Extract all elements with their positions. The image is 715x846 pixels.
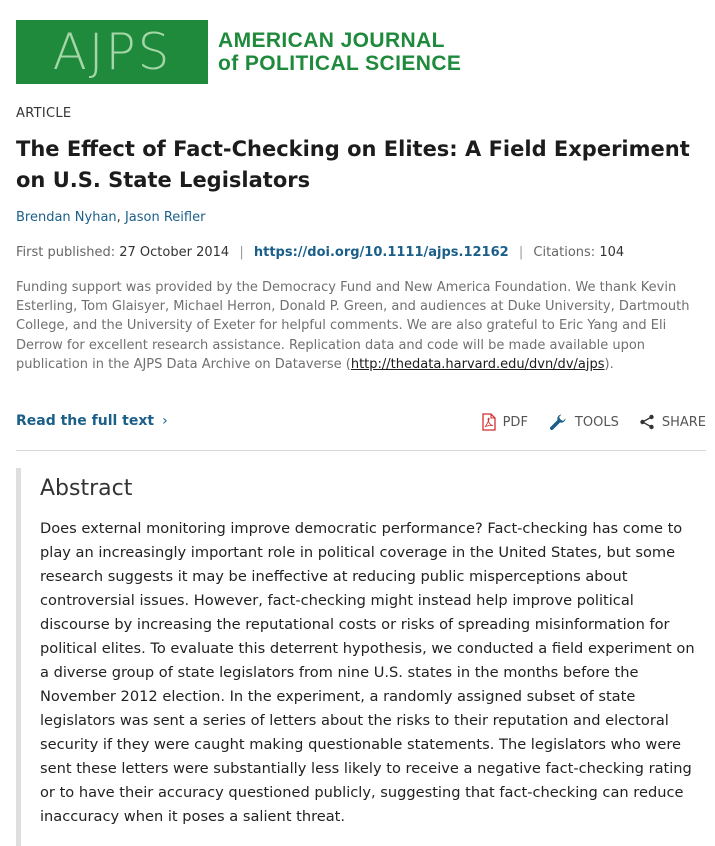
- journal-header: [16, 20, 461, 84]
- pdf-button[interactable]: [482, 413, 528, 431]
- read-full-text-label: Read the full text: [16, 413, 155, 429]
- funding-text: Funding support was provided by the Democracy Fund and New America Foundation. We thank Kevin Esterling, Tom Glaisyer, Michael Herron, Donald P. Green, and audiences at Duke University, Dartmouth College, and the University of Exeter for helpful comments. We are also grateful to Eric Yang and Eli Derrow for excellent research assistance. Replication data and code will be made available upon publication in the AJPS Data Archive on Dataverse (: [16, 280, 690, 372]
- logo-text: AJPS: [52, 23, 172, 81]
- share-button[interactable]: [639, 414, 706, 430]
- share-label: SHARE: [661, 414, 706, 430]
- journal-name[interactable]: [218, 29, 461, 75]
- funding-note: [16, 278, 706, 374]
- funding-text-end: ).: [604, 356, 614, 372]
- chevron-right-icon: ›: [162, 413, 168, 429]
- abstract-text: Does external monitoring improve democratic performance? Fact-checking has come to play an increasingly important role in political coverage in the United States, but some research suggests it may be ineffective at reducing public misperceptions about controversial issues. However, fact-checking might instead help improve political discourse by increasing the reputational costs or risks of spreading misinformation for political elites. To evaluate this deterrent hypothesis, we conducted a field experiment on a diverse group of state legislators from nine U.S. states in the months before the November 2012 election. In the experiment, a randomly assigned subset of state legislators was sent a series of letters about the risks to their reputation and electoral security if they were caught making questionable statements. The legislators who were sent these letters were substantially less likely to receive a negative fact-checking rating or to have their accuracy questioned publicly, suggesting that fact-checking can reduce inaccuracy when it poses a salient threat.: [40, 520, 695, 825]
- publication-meta: [16, 245, 624, 260]
- journal-name-line1: AMERICAN JOURNAL: [218, 29, 445, 52]
- meta-divider: |: [518, 245, 524, 260]
- wrench-icon: [548, 412, 568, 432]
- ajps-logo[interactable]: [16, 20, 208, 84]
- journal-name-line2: of POLITICAL SCIENCE: [218, 52, 462, 75]
- tools-button[interactable]: [548, 412, 619, 432]
- author-link[interactable]: Brendan Nyhan: [16, 210, 117, 225]
- dataverse-link[interactable]: http://thedata.harvard.edu/dvn/dv/ajps: [350, 356, 605, 372]
- published-label: First published:: [16, 245, 116, 260]
- author-link[interactable]: Jason Reifler: [124, 210, 206, 225]
- abstract-heading: Abstract: [40, 476, 133, 501]
- section-divider: [16, 450, 706, 451]
- citations-count[interactable]: 104: [599, 245, 625, 260]
- pdf-label: PDF: [502, 414, 528, 430]
- author-list: [16, 210, 205, 225]
- read-full-text-link[interactable]: [16, 413, 168, 429]
- published-date: 27 October 2014: [119, 245, 230, 260]
- pdf-icon: [482, 413, 496, 431]
- tools-label: TOOLS: [574, 414, 619, 430]
- doi-link[interactable]: https://doi.org/10.1111/ajps.12162: [253, 245, 509, 260]
- article-title: The Effect of Fact-Checking on Elites: A Field Experiment on U.S. State Legislators: [16, 137, 690, 192]
- abstract-section: [16, 468, 706, 846]
- article-actions: [462, 412, 706, 432]
- author-separator: ,: [116, 210, 125, 225]
- citations-label: Citations:: [533, 245, 596, 260]
- meta-divider: |: [239, 245, 244, 260]
- article-type: ARTICLE: [16, 106, 72, 121]
- share-icon: [639, 414, 655, 430]
